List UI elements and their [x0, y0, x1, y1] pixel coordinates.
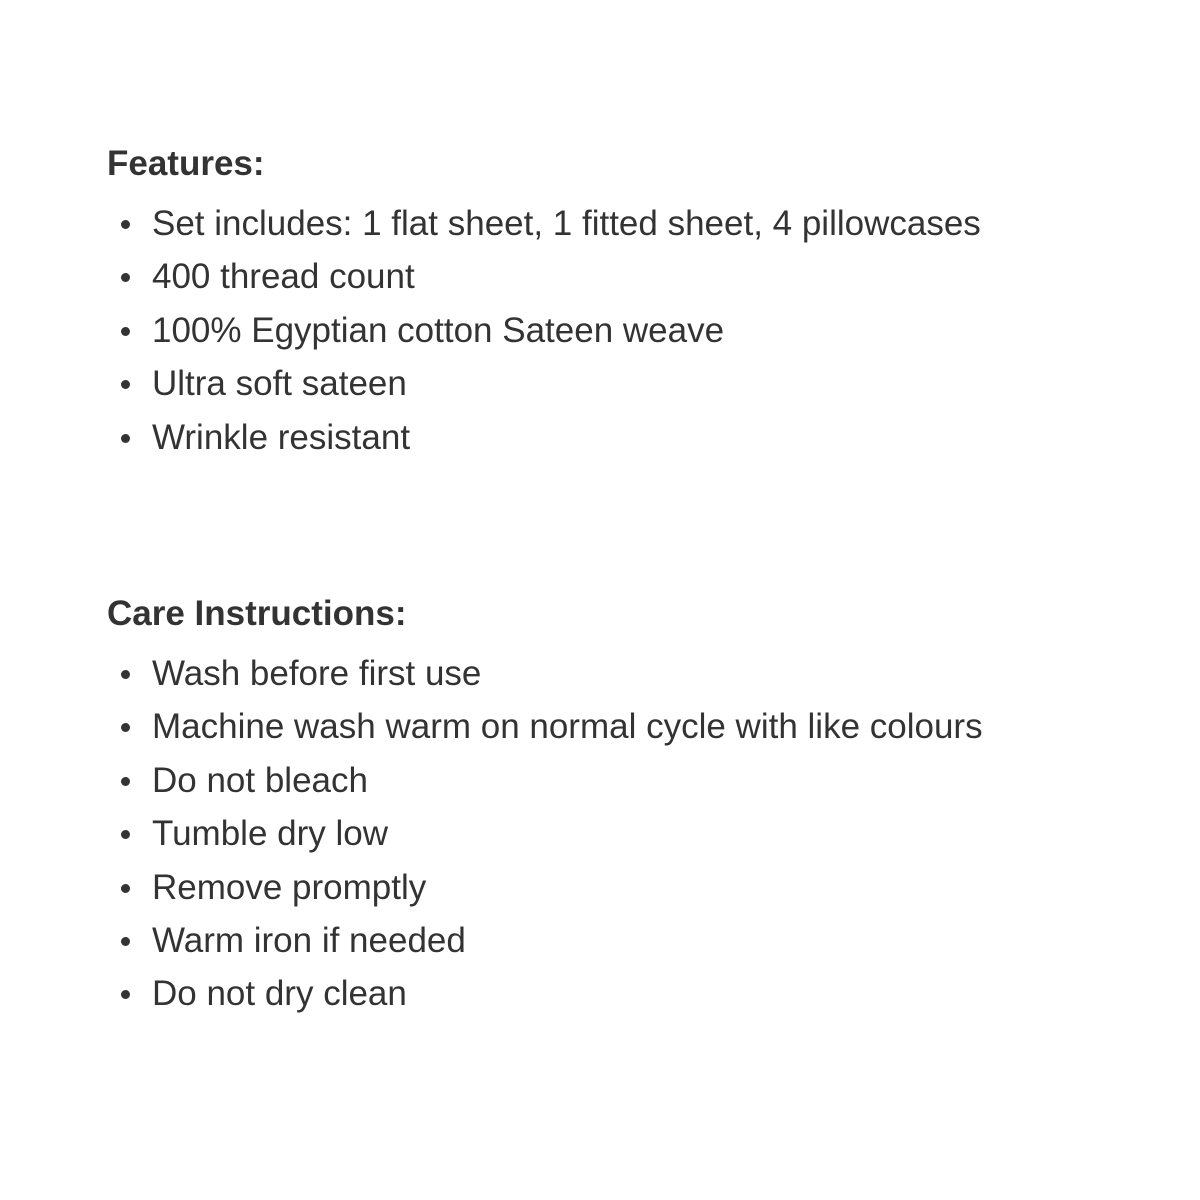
list-item [107, 197, 1147, 250]
list-item [107, 861, 1147, 914]
list-item-text: Ultra soft sateen [152, 364, 407, 404]
list-item [107, 411, 1147, 464]
bullet-icon [121, 670, 130, 679]
list-item-text: Do not bleach [152, 760, 368, 800]
bullet-icon [121, 327, 130, 336]
list-item [107, 357, 1147, 410]
list-item [107, 700, 1147, 753]
features-heading: Features: [107, 144, 265, 183]
list-item-text: Machine wash warm on normal cycle with like colours [152, 707, 983, 747]
list-item-text: 100% Egyptian cotton Sateen weave [152, 310, 725, 350]
list-item [107, 250, 1147, 303]
list-item [107, 967, 1147, 1020]
bullet-icon [121, 220, 130, 229]
list-item-text: Do not dry clean [152, 974, 407, 1014]
list-item-text: Remove promptly [152, 867, 427, 907]
bullet-icon [121, 830, 130, 839]
bullet-icon [121, 884, 130, 893]
list-item-text: Set includes: 1 flat sheet, 1 fitted sheet, 4 pillowcases [152, 204, 981, 243]
bullet-icon [121, 937, 130, 946]
list-item-text: Warm iron if needed [152, 920, 466, 960]
list-item-text: Wash before first use [152, 654, 482, 693]
list-item-text: Tumble dry low [152, 814, 388, 854]
bullet-icon [121, 990, 130, 999]
list-item [107, 754, 1147, 807]
care-heading: Care Instructions: [107, 594, 407, 633]
list-item [107, 807, 1147, 860]
list-item [107, 304, 1147, 357]
bullet-icon [121, 434, 130, 443]
bullet-icon [121, 777, 130, 786]
list-item-text: 400 thread count [152, 257, 415, 297]
features-list [107, 197, 1147, 464]
list-item-text: Wrinkle resistant [152, 417, 411, 457]
bullet-icon [121, 380, 130, 389]
bullet-icon [121, 273, 130, 282]
care-section [107, 594, 1147, 1021]
list-item [107, 914, 1147, 967]
care-list [107, 647, 1147, 1021]
bullet-icon [121, 723, 130, 732]
list-item [107, 647, 1147, 700]
features-section [107, 144, 1147, 464]
